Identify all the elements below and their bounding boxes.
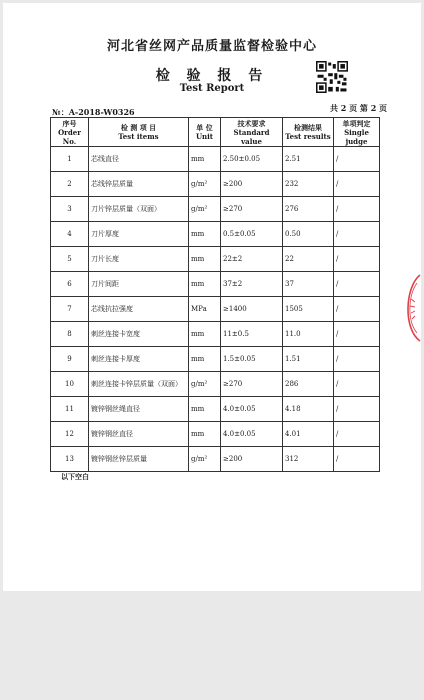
cell-result: 2.51 <box>283 147 334 172</box>
cell-item: 刺丝连接卡锌层质量（双面） <box>89 372 189 397</box>
cell-standard: ≥270 <box>221 372 283 397</box>
col-judge: 单项判定 Single judge <box>334 118 380 147</box>
cell-result: 4.01 <box>283 422 334 447</box>
cell-no: 4 <box>51 222 89 247</box>
cell-standard: 2.50±0.05 <box>221 147 283 172</box>
table-row <box>51 447 380 472</box>
cell-unit: g/m² <box>189 372 221 397</box>
page-count: 共 2 页 第 2 页 <box>330 103 388 113</box>
seal-stamp-icon <box>399 273 421 343</box>
table-row <box>51 197 380 222</box>
cell-result: 1.51 <box>283 347 334 372</box>
cell-item: 刺丝连接卡厚度 <box>89 347 189 372</box>
cell-standard: 22±2 <box>221 247 283 272</box>
cell-no: 8 <box>51 322 89 347</box>
cell-item: 刀片间距 <box>89 272 189 297</box>
table-row <box>51 222 380 247</box>
cell-item: 镀锌钢丝锌层质量 <box>89 447 189 472</box>
cell-item: 芯线锌层质量 <box>89 172 189 197</box>
cell-no: 3 <box>51 197 89 222</box>
cell-item: 芯线直径 <box>89 147 189 172</box>
cell-judge: / <box>334 322 380 347</box>
table-row <box>51 147 380 172</box>
cell-judge: / <box>334 297 380 322</box>
col-item: 检 测 项 目 Test items <box>89 118 189 147</box>
cell-standard: ≥200 <box>221 447 283 472</box>
cell-standard: 4.0±0.05 <box>221 397 283 422</box>
cell-result: 232 <box>283 172 334 197</box>
cell-judge: / <box>334 147 380 172</box>
cell-judge: / <box>334 372 380 397</box>
test-results-table <box>50 117 380 472</box>
table-header-row <box>51 118 380 147</box>
cell-item: 刺丝连接卡宽度 <box>89 322 189 347</box>
cell-judge: / <box>334 347 380 372</box>
cell-standard: ≥200 <box>221 172 283 197</box>
col-result: 检测结果 Test results <box>283 118 334 147</box>
cell-unit: g/m² <box>189 172 221 197</box>
cell-no: 1 <box>51 147 89 172</box>
cell-item: 刀片长度 <box>89 247 189 272</box>
cell-no: 6 <box>51 272 89 297</box>
cell-unit: mm <box>189 147 221 172</box>
table-row <box>51 322 380 347</box>
table-row <box>51 247 380 272</box>
cell-standard: ≥270 <box>221 197 283 222</box>
cell-result: 286 <box>283 372 334 397</box>
cell-no: 11 <box>51 397 89 422</box>
table-row <box>51 372 380 397</box>
cell-standard: 4.0±0.05 <box>221 422 283 447</box>
table-row <box>51 172 380 197</box>
cell-standard: 1.5±0.05 <box>221 347 283 372</box>
cell-no: 5 <box>51 247 89 272</box>
cell-unit: mm <box>189 322 221 347</box>
cell-no: 12 <box>51 422 89 447</box>
cell-unit: mm <box>189 247 221 272</box>
cell-no: 9 <box>51 347 89 372</box>
table-row <box>51 272 380 297</box>
cell-item: 镀锌钢丝绳直径 <box>89 397 189 422</box>
cell-no: 10 <box>51 372 89 397</box>
cell-no: 13 <box>51 447 89 472</box>
cell-result: 4.18 <box>283 397 334 422</box>
cell-result: 0.50 <box>283 222 334 247</box>
cell-item: 刀片锌层质量（双面） <box>89 197 189 222</box>
report-page <box>3 3 421 591</box>
cell-result: 312 <box>283 447 334 472</box>
cell-item: 刀片厚度 <box>89 222 189 247</box>
cell-unit: mm <box>189 397 221 422</box>
report-number: №：A-2018-W0326 <box>52 107 135 117</box>
col-unit: 单 位 Unit <box>189 118 221 147</box>
cell-unit: g/m² <box>189 447 221 472</box>
qr-code-icon <box>316 61 348 93</box>
cell-standard: ≥1400 <box>221 297 283 322</box>
cell-standard: 0.5±0.05 <box>221 222 283 247</box>
table-row <box>51 347 380 372</box>
cell-judge: / <box>334 222 380 247</box>
cell-judge: / <box>334 172 380 197</box>
cell-unit: MPa <box>189 297 221 322</box>
report-title-cn: 检 验 报 告 <box>155 68 269 84</box>
cell-judge: / <box>334 422 380 447</box>
cell-result: 1505 <box>283 297 334 322</box>
col-standard: 技术要求 Standard value <box>221 118 283 147</box>
cell-unit: g/m² <box>189 197 221 222</box>
cell-result: 276 <box>283 197 334 222</box>
end-note: 以下空白 <box>61 472 89 481</box>
cell-unit: mm <box>189 222 221 247</box>
cell-unit: mm <box>189 347 221 372</box>
cell-judge: / <box>334 447 380 472</box>
cell-judge: / <box>334 247 380 272</box>
cell-standard: 11±0.5 <box>221 322 283 347</box>
cell-item: 芯线抗拉强度 <box>89 297 189 322</box>
org-title: 河北省丝网产品质量监督检验中心 <box>106 39 317 54</box>
cell-no: 7 <box>51 297 89 322</box>
cell-result: 11.0 <box>283 322 334 347</box>
cell-result: 22 <box>283 247 334 272</box>
table-row <box>51 422 380 447</box>
report-title-en: Test Report <box>179 83 245 94</box>
cell-item: 镀锌钢丝直径 <box>89 422 189 447</box>
cell-judge: / <box>334 272 380 297</box>
table-row <box>51 297 380 322</box>
cell-unit: mm <box>189 272 221 297</box>
cell-standard: 37±2 <box>221 272 283 297</box>
cell-result: 37 <box>283 272 334 297</box>
cell-judge: / <box>334 397 380 422</box>
cell-no: 2 <box>51 172 89 197</box>
table-row <box>51 397 380 422</box>
cell-unit: mm <box>189 422 221 447</box>
col-order: 序号 Order No. <box>51 118 89 147</box>
cell-judge: / <box>334 197 380 222</box>
